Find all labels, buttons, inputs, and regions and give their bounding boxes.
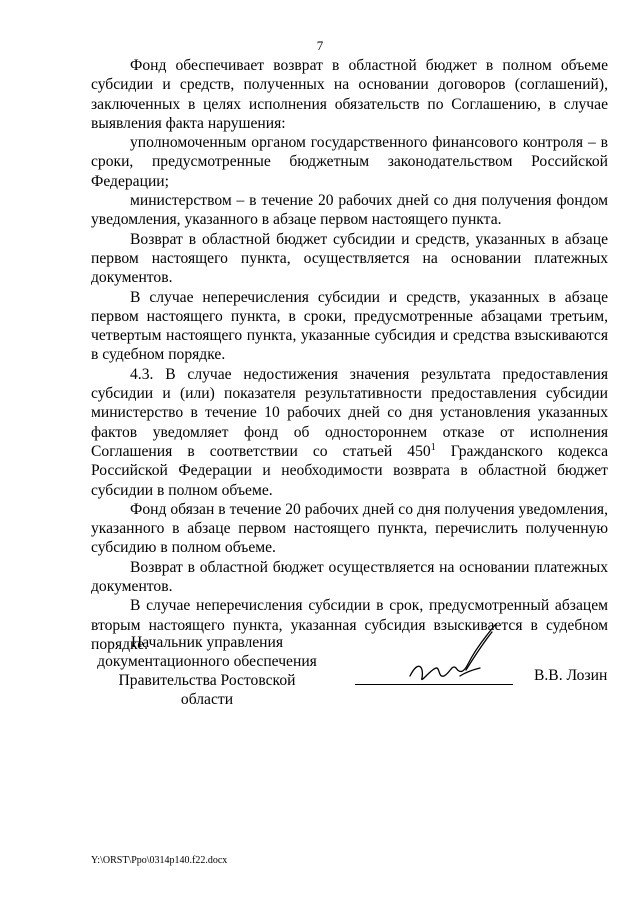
paragraph: Возврат в областной бюджет осуществляется на основании платежных документов. bbox=[91, 558, 608, 596]
signer-name: В.В. Лозин bbox=[534, 667, 608, 684]
signature-title-line: Начальник управления bbox=[130, 634, 284, 651]
paragraph: министерством – в течение 20 рабочих дней со дня получения фондом уведомления, указанного в абзаце первом настоящего пункта. bbox=[91, 192, 608, 229]
paragraph-4-3 bbox=[91, 365, 608, 500]
signature-title-line: Правительства Ростовской области bbox=[118, 672, 296, 708]
handwritten-signature bbox=[400, 618, 505, 693]
superscript: 1 bbox=[430, 441, 436, 453]
file-path: Y:\ORST\Ppo\0314p140.f22.docx bbox=[91, 855, 228, 866]
paragraph-4-3-text-cont: Гражданского кодекса Российской Федерации и необходимости возврата в областной бюджет субсидии в полном объеме. bbox=[91, 442, 608, 499]
paragraph: Возврат в областной бюджет субсидии и средств, указанных в абзаце первом настоящего пункта, осуществляется на основании платежных документов. bbox=[91, 230, 608, 287]
paragraph: Фонд обязан в течение 20 рабочих дней со дня получения уведомления, указанного в абзаце первом настоящего пункта, перечислить полученную субсидию в полном объеме. bbox=[91, 500, 608, 557]
paragraph-4-3-text: 4.3. В случае недостижения значения результата предоставления субсидии и (или) показателя результативности предоставления субсидии министерство в течение 10 рабочих дней со дня установления указанных фактов уведомляет фонд об одностороннем отказе от исполнения Соглашения в соответствии со статьей 450 bbox=[91, 365, 608, 460]
document-body bbox=[91, 56, 608, 654]
paragraph: В случае неперечисления субсидии и средств, указанных в абзаце первом настоящего пункта, в сроки, предусмотренные абзацами третьим, четвертым настоящего пункта, указанные субсидия и средства взыскиваются в судебном порядке. bbox=[91, 288, 608, 364]
paragraph: Фонд обеспечивает возврат в областной бюджет в полном объеме субсидии и средств, полученных на основании договоров (соглашений), заключенных в целях исполнения обязательств по Соглашению, в случае выявления факта нарушения: bbox=[91, 57, 608, 132]
paragraph: уполномоченным органом государственного финансового контроля – в сроки, предусмотренные бюджетным законодательством Российской Федерации; bbox=[91, 134, 608, 190]
signature-title bbox=[91, 633, 323, 709]
page-number: 7 bbox=[316, 38, 324, 53]
signature-title-line: документационного обеспечения bbox=[97, 653, 317, 670]
paragraph: В случае неперечисления субсидии в срок, предусмотренный абзацем вторым настоящего пункта, указанная субсидия взыскивается в судебном порядке. bbox=[91, 597, 608, 653]
